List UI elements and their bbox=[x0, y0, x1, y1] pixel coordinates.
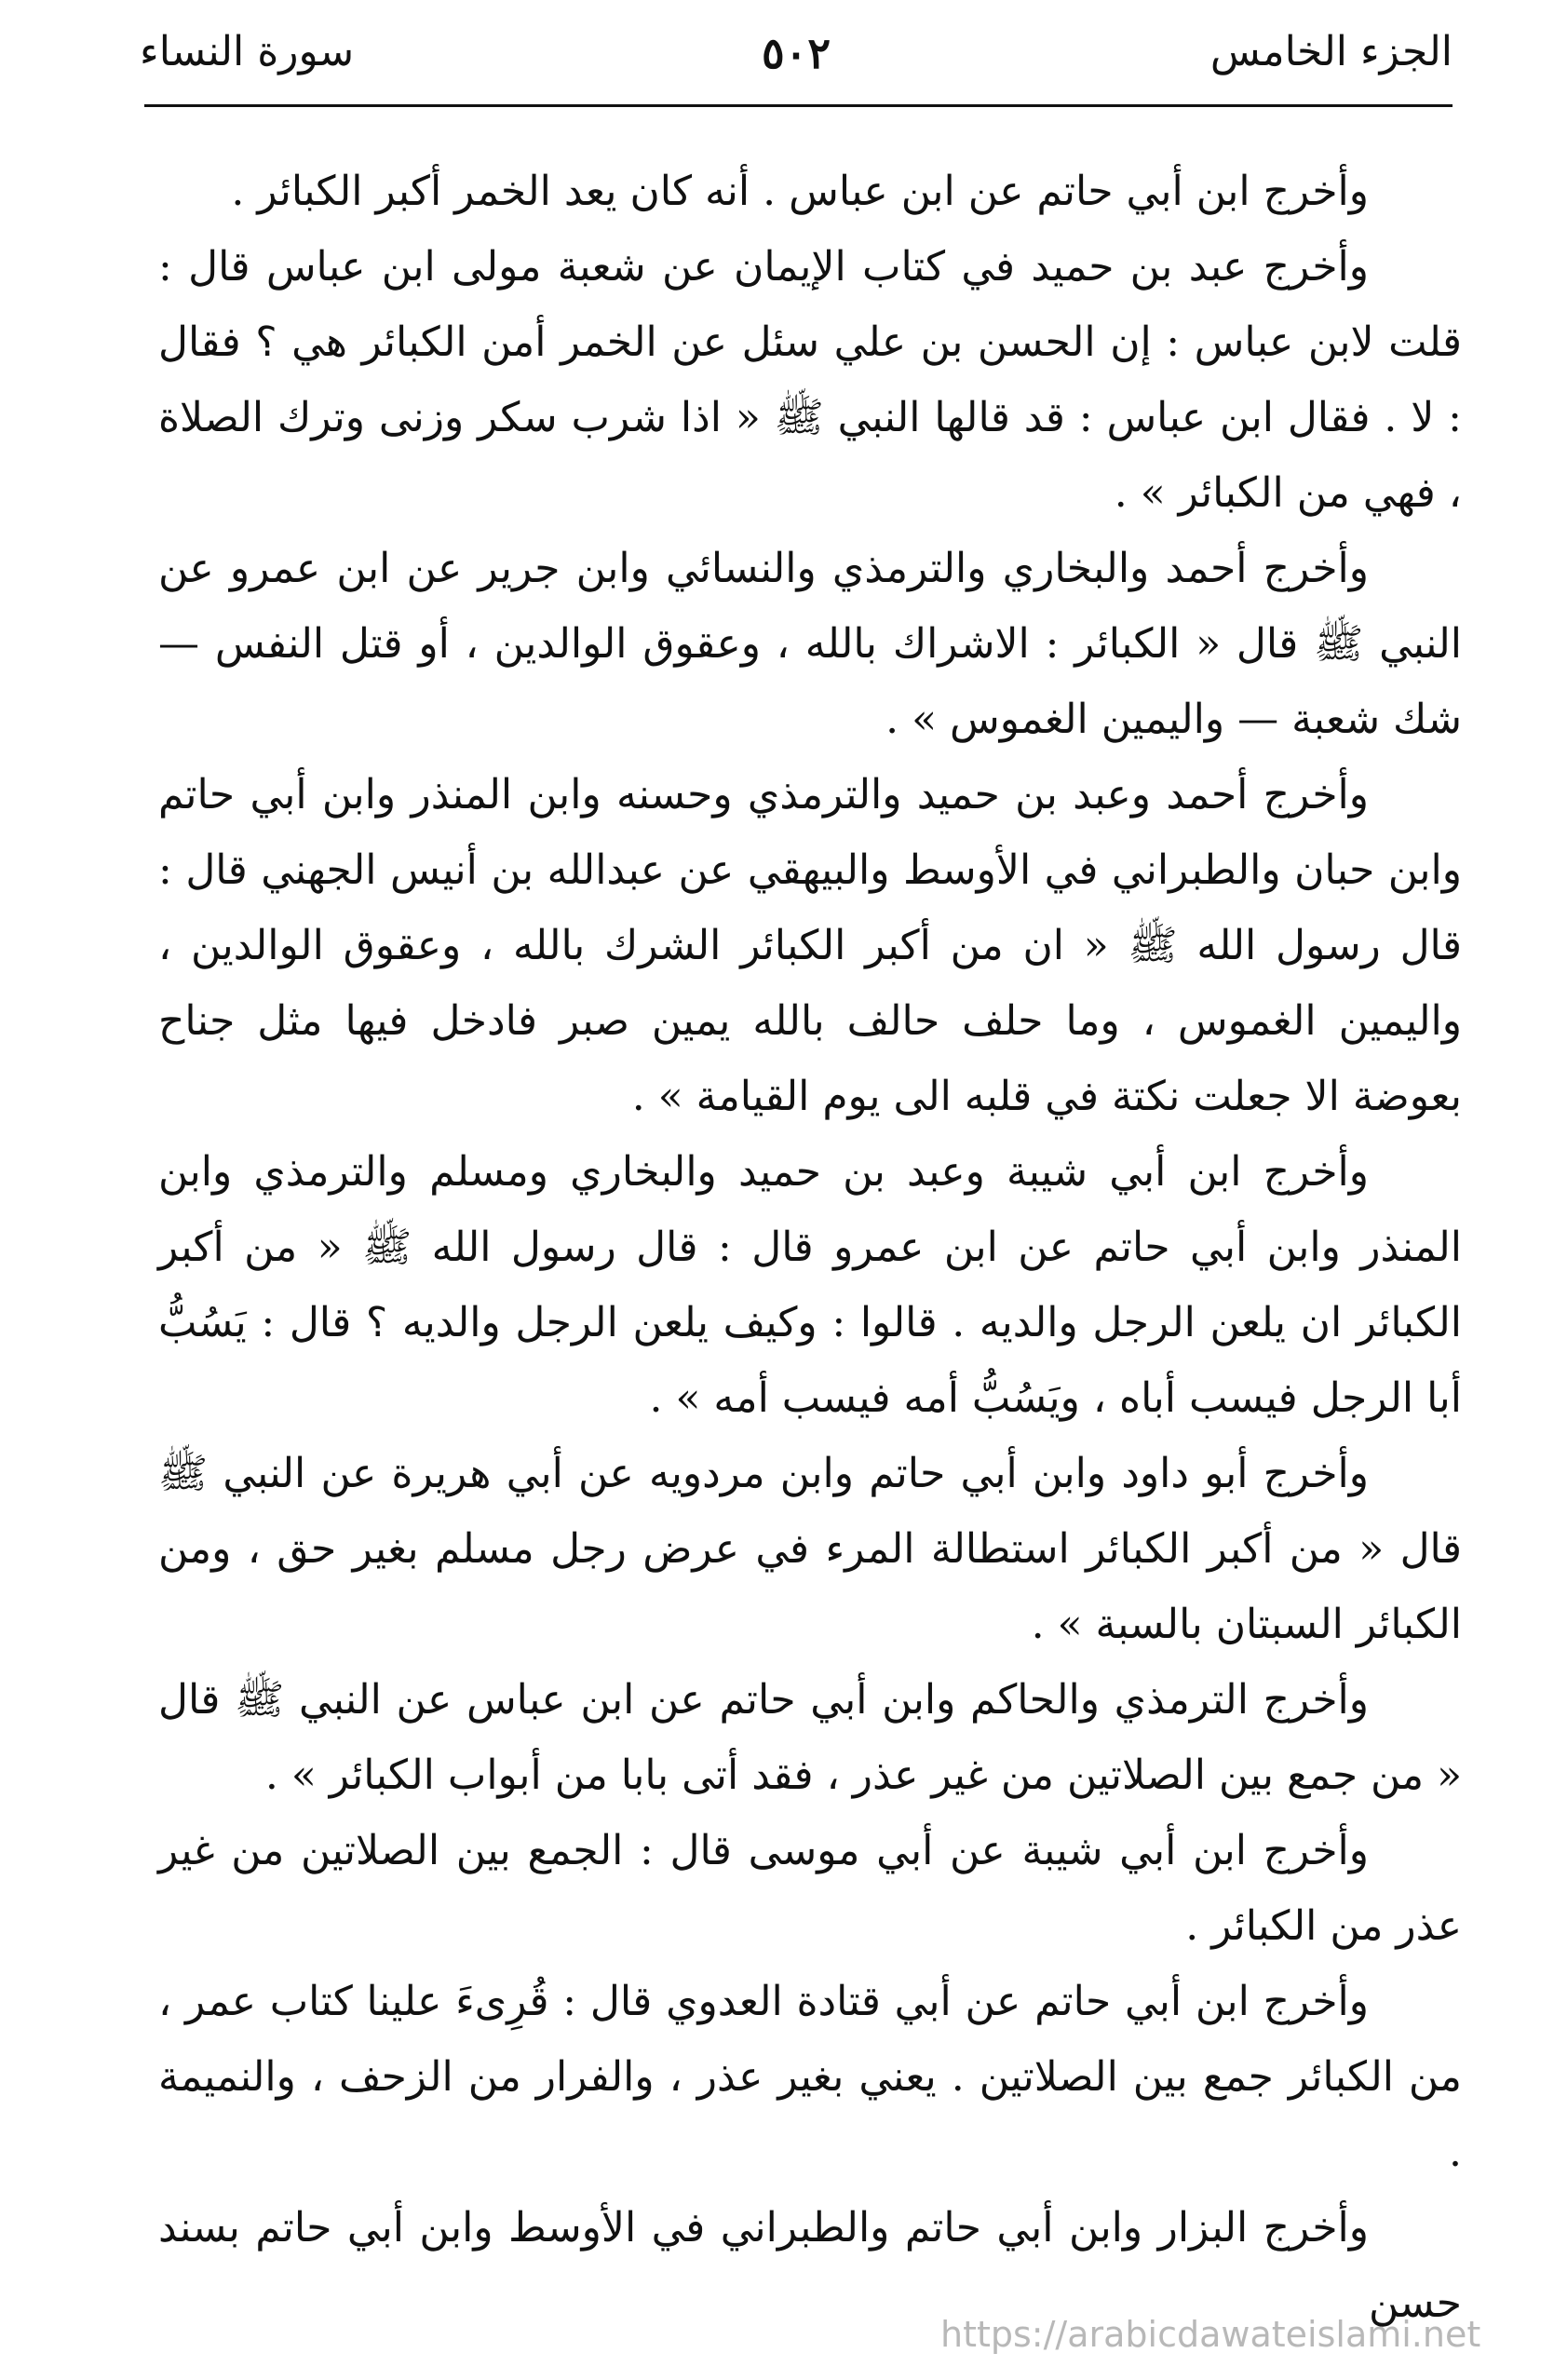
paragraph: وأخرج ابن أبي حاتم عن أبي قتادة العدوي قال : قُرِىءَ علينا كتاب عمر ، من الكبائر جمع بين الصلاتين . يعني بغير عذر ، والفرار من الزحف ، والنميمة . bbox=[158, 1978, 1462, 2176]
paragraph: وأخرج أحمد والبخاري والترمذي والنسائي وابن جرير عن ابن عمرو عن النبي ﷺ قال « الكبائر : الاشراك بالله ، وعقوق الوالدين ، أو قتل النفس — شك شعبة — واليمين الغموس » . bbox=[158, 545, 1462, 743]
paragraph: وأخرج البزار وابن أبي حاتم والطبراني في الأوسط وابن أبي حاتم بسند حسن bbox=[158, 2204, 1462, 2327]
surah-title: سورة النساء bbox=[140, 28, 355, 75]
paragraph: وأخرج ابن أبي شيبة عن أبي موسى قال : الجمع بين الصلاتين من غير عذر من الكبائر . bbox=[158, 1827, 1462, 1950]
header-rule bbox=[144, 104, 1453, 107]
site-watermark: https://arabicdawateislami.net bbox=[940, 2314, 1481, 2355]
part-title: الجزء الخامس bbox=[1209, 28, 1453, 75]
paragraph: وأخرج عبد بن حميد في كتاب الإيمان عن شعبة مولى ابن عباس قال : قلت لابن عباس : إن الحسن بن علي سئل عن الخمر أمن الكبائر هي ؟ فقال : لا . فقال ابن عباس : قد قالها النبي ﷺ « اذا شرب سكر وزنى وترك الصلاة ، فهي من الكبائر » . bbox=[158, 243, 1462, 517]
page-header bbox=[140, 20, 1453, 95]
paragraph: وأخرج الترمذي والحاكم وابن أبي حاتم عن ابن عباس عن النبي ﷺ قال « من جمع بين الصلاتين من غير عذر ، فقد أتى بابا من أبواب الكبائر » . bbox=[158, 1676, 1462, 1799]
page-body bbox=[158, 154, 1462, 2341]
paragraph: وأخرج أبو داود وابن أبي حاتم وابن مردويه عن أبي هريرة عن النبي ﷺ قال « من أكبر الكبائر استطالة المرء في عرض رجل مسلم بغير حق ، ومن الكبائر السبتان بالسبة » . bbox=[158, 1450, 1462, 1648]
paragraph: وأخرج ابن أبي حاتم عن ابن عباس . أنه كان يعد الخمر أكبر الكبائر . bbox=[231, 168, 1369, 215]
page-number: ٥٠٢ bbox=[761, 28, 831, 78]
paragraph: وأخرج ابن أبي شيبة وعبد بن حميد والبخاري ومسلم والترمذي وابن المنذر وابن أبي حاتم عن ابن عمرو قال : قال رسول الله ﷺ « من أكبر الكبائر ان يلعن الرجل والديه . قالوا : وكيف يلعن الرجل والديه ؟ قال : يَسُبُّ أبا الرجل فيسب أباه ، ويَسُبُّ أمه فيسب أمه » . bbox=[158, 1148, 1462, 1422]
paragraph: وأخرج أحمد وعبد بن حميد والترمذي وحسنه وابن المنذر وابن أبي حاتم وابن حبان والطبراني في الأوسط والبيهقي عن عبدالله بن أنيس الجهني قال : قال رسول الله ﷺ « ان من أكبر الكبائر الشرك بالله ، وعقوق الوالدين ، واليمين الغموس ، وما حلف حالف بالله يمين صبر فادخل فيها مثل جناح بعوضة الا جعلت نكتة في قلبه الى يوم القيامة » . bbox=[158, 771, 1462, 1120]
